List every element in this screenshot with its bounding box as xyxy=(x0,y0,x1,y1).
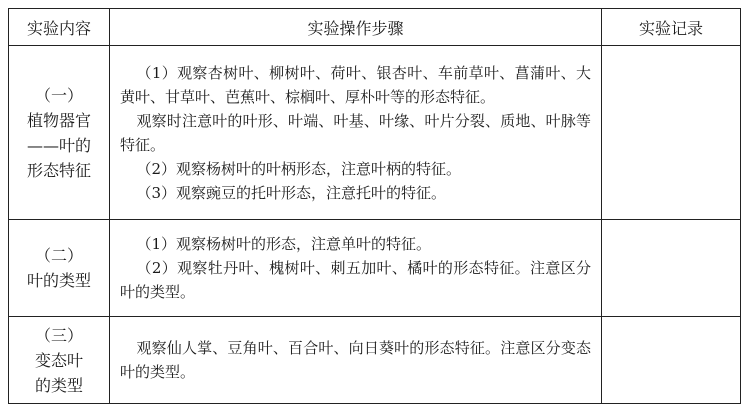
content-line: ——叶的 xyxy=(26,135,91,155)
steps-cell xyxy=(110,220,602,317)
step-text: （3）观察豌豆的托叶形态，注意托叶的特征。 xyxy=(136,183,447,202)
steps-cell xyxy=(110,46,602,220)
step-text: （2）观察杨树叶的叶柄形态，注意叶柄的特征。 xyxy=(136,159,462,178)
table-row xyxy=(9,317,741,404)
content-cell xyxy=(9,220,110,317)
content-cell xyxy=(9,46,110,220)
step-text: （1）观察杨树叶的形态，注意单叶的特征。 xyxy=(136,235,432,253)
table-row xyxy=(9,220,741,317)
content-line: （三） xyxy=(34,325,83,345)
record-cell xyxy=(602,220,741,317)
header-row xyxy=(9,9,741,46)
content-line: 叶的类型 xyxy=(26,271,91,290)
content-line: 变态叶 xyxy=(34,350,83,370)
step-text: （1）观察杏树叶、柳树叶、荷叶、银杏叶、车前草叶、菖蒲叶、大黄叶、甘草叶、芭蕉叶、棕榈叶、厚朴叶等的形态特征。 xyxy=(120,63,591,106)
experiment-table xyxy=(8,8,741,404)
header-record: 实验记录 xyxy=(602,9,741,46)
content-line: 植物器官 xyxy=(26,110,91,130)
content-line: （二） xyxy=(34,246,83,265)
content-cell xyxy=(9,317,110,404)
record-cell xyxy=(602,317,741,404)
content-line: （一） xyxy=(34,85,83,105)
steps-cell xyxy=(110,317,602,404)
table-row xyxy=(9,46,741,220)
record-cell xyxy=(602,46,741,220)
step-text: （2）观察牡丹叶、槐树叶、刺五加叶、橘叶的形态特征。注意区分叶的类型。 xyxy=(120,259,591,301)
content-line: 的类型 xyxy=(34,375,83,395)
header-steps: 实验操作步骤 xyxy=(110,9,602,46)
content-line: 形态特征 xyxy=(26,160,91,180)
header-content: 实验内容 xyxy=(9,9,110,46)
step-text: 观察时注意叶的叶形、叶端、叶基、叶缘、叶片分裂、质地、叶脉等特征。 xyxy=(120,111,591,154)
step-text: 观察仙人掌、豆角叶、百合叶、向日葵叶的形态特征。注意区分变态叶的类型。 xyxy=(120,339,591,381)
